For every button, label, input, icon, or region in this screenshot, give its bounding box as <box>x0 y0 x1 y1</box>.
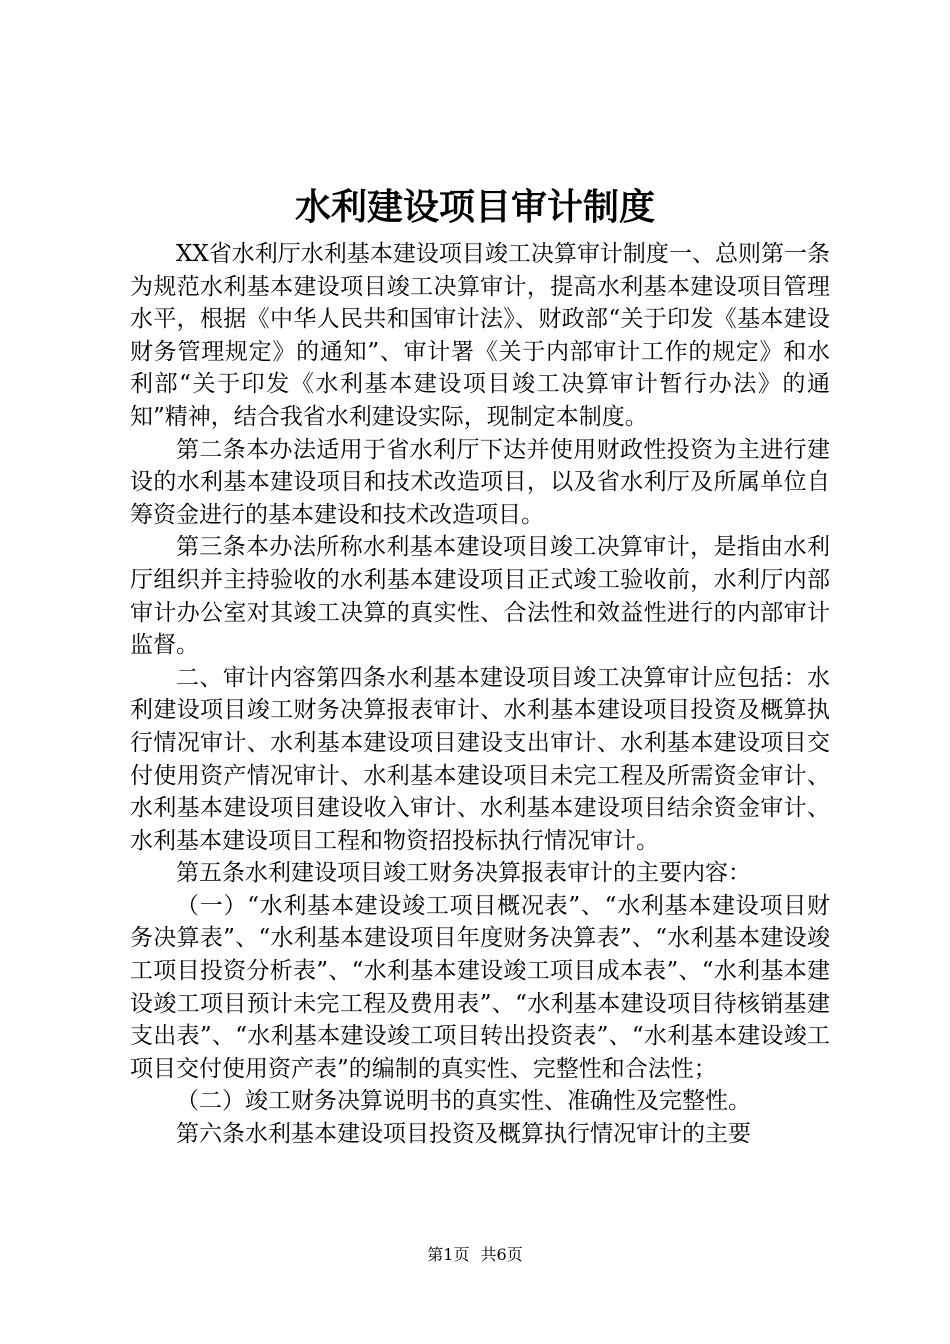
paragraph: XX省水利厅水利基本建设项目竣工决算审计制度一、总则第一条为规范水利基本建设项目竣工决算审计，提高水利基本建设项目管理水平，根据《中华人民共和国审计法》、财政部“关于印发《基本建设财务管理规定》的通知”、审计署《关于内部审计工作的规定》和水利部“关于印发《水利基本建设项目竣工决算审计暂行办法》的通知”精神，结合我省水利建设实际，现制定本制度。 <box>130 241 830 430</box>
paragraph: （二）竣工财务决算说明书的真实性、准确性及完整性。 <box>176 1088 751 1115</box>
paragraph: 第五条水利建设项目竣工财务决算报表审计的主要内容： <box>176 860 751 887</box>
paragraph: 第六条水利基本建设项目投资及概算执行情况审计的主要 <box>176 1121 751 1148</box>
page-number-current: 第1页 <box>427 1245 470 1264</box>
document-title: 水利建设项目审计制度 <box>294 187 655 228</box>
paragraph: 第二条本办法适用于省水利厅下达并使用财政性投资为主进行建设的水利基本建设项目和技术改造项目，以及省水利厅及所属单位自筹资金进行的基本建设和技术改造项目。 <box>130 436 830 528</box>
paragraph: （一）“水利基本建设竣工项目概况表”、“水利基本建设项目财务决算表”、“水利基本建设项目年度财务决算表”、“水利基本建设竣工项目投资分析表”、“水利基本建设竣工项目成本表”、“水利基本建设竣工项目预计未完工程及费用表”、“水利基本建设项目待核销基建支出表”、“水利基本建设竣工项目转出投资表”、“水利基本建设竣工项目交付使用资产表”的编制的真实性、完整性和合法性； <box>130 892 830 1082</box>
paragraph: 二、审计内容第四条水利基本建设项目竣工决算审计应包括：水利建设项目竣工财务决算报表审计、水利基本建设项目投资及概算执行情况审计、水利基本建设项目建设支出审计、水利基本建设项目交付使用资产情况审计、水利基本建设项目未完工程及所需资金审计、水利基本建设项目建设收入审计、水利基本建设项目结余资金审计、水利基本建设项目工程和物资招投标执行情况审计。 <box>130 664 830 854</box>
page-footer <box>0 1243 950 1267</box>
page-number-total: 共6页 <box>480 1245 523 1264</box>
paragraph: 第三条本办法所称水利基本建设项目竣工决算审计，是指由水利厅组织并主持验收的水利基本建设项目正式竣工验收前，水利厅内部审计办公室对其竣工决算的真实性、合法性和效益性进行的内部审计监督。 <box>130 534 830 659</box>
document-body <box>130 238 830 1151</box>
